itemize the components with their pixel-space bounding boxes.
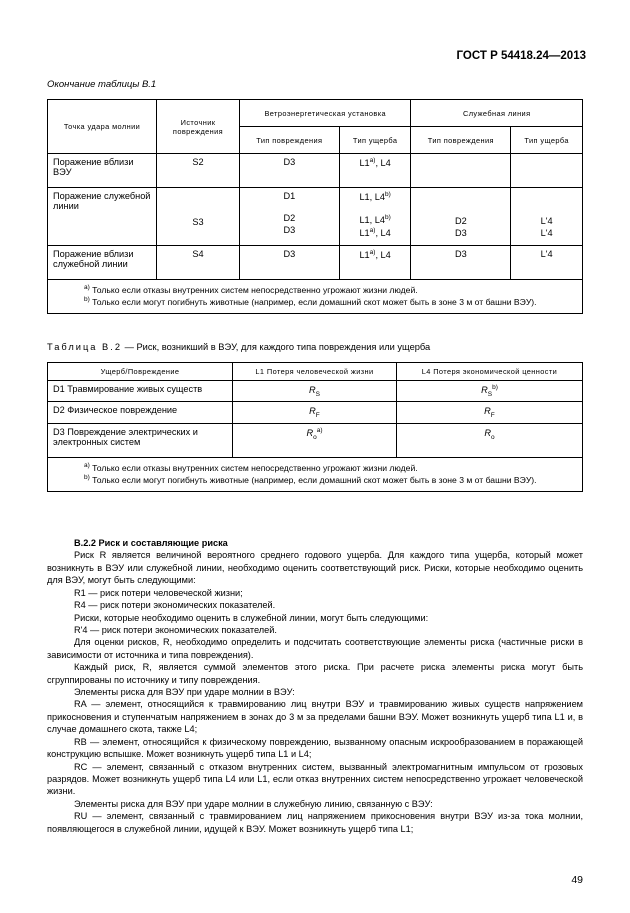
cell-line-loss [511,154,583,188]
cell-risk-l4: $R_F$ [396,402,582,424]
section-title: В.2.2 Риск и составляющие риска [74,538,228,548]
cell-line-damage [411,154,511,188]
paragraph: Риски, которые необходимо оценить в служебной линии, могут быть следующими: [74,612,429,623]
footnote-a: $^{a)}$ Только если отказы внутренних систем непосредственно угрожают жизни людей. [84,284,418,295]
group-wind-turbine: Ветроэнергетическая установка [240,100,411,127]
cell-damage: D3 [240,154,340,188]
cell-point: Поражение вблизи ВЭУ [48,154,157,188]
paragraph: Элементы риска для ВЭУ при ударе молнии в ВЭУ: [74,687,295,698]
sub-damage-type: Тип повреждения [411,127,511,154]
paragraph: RA — элемент, относящийся к травмированию лиц внутри ВЭУ и травмированию живых существ напряжением прикосновения и ступенчатым напряжением в зонах до 3 м за пределами башни ВЭУ. Может возникнуть ущерб типа L1 и, в случае домашнего скота, также L4; [47,699,583,735]
cell-line-damage: D3 [411,246,511,280]
cell-damage: D3 [240,246,340,280]
paragraph: RC — элемент, связанный с отказом внутренних систем, вызванный электромагнитным импульсом от грозовых разрядов. Может возникнуть ущерб типа L4 или L1, если отказ внутренних систем непосредственно угрожает человеческой жизни. [47,761,583,797]
col-strike-point: Точка удара молнии [48,100,157,154]
cell-source: S2 [157,154,240,188]
cell-risk-l1: $R_F$ [233,402,397,424]
table-row [48,188,583,246]
page-number: 49 [571,874,583,886]
paragraph: RU — элемент, связанный с травмированием лиц напряжением прикосновения внутри ВЭУ из-за тока молнии, появляющегося в служебной линии, идущей к ВЭУ. Может возникнуть ущерб типа L1; [47,811,583,834]
table-b2-caption: Таблица В.2 — Риск, возникший в ВЭУ, для каждого типа повреждения или ущерба [47,342,431,352]
cell-damage: D1 D2 D3 [240,188,340,246]
cell-loss: L1, L4$^{b)}$ L1, L4$^{b)}$ L1$^{a)}$, L4 [339,188,411,246]
cell-line-damage: D2 D3 [411,188,511,246]
paragraph: Для оценки рисков, R, необходимо определить и подсчитать соответствующие элементы риска (частичные риски в зависимости от источника и типа повреждения). [47,637,583,660]
paragraph: Элементы риска для ВЭУ при ударе молнии в служебную линию, связанную с ВЭУ: [74,798,433,809]
table-row [48,381,583,402]
cell-loss: L1$^{a)}$, L4 [339,246,411,280]
cell-risk-l1: $R_S$ [233,381,397,402]
paragraph: RB — элемент, относящийся к физическому повреждению, вызванному опасным искрообразованием в поражающей конструкцию вспышке. Может возникнуть ущерб типа L1 и L4; [47,736,583,760]
cell-point: Поражение вблизи служебной линии [48,246,157,280]
table-b2 [47,362,583,492]
table-row [48,246,583,280]
footnote-b: $^{b)}$ Только если могут погибнуть животные (например, если домашний скот может быть в зоне 3 м от башни ВЭУ). [84,296,537,308]
sub-damage-type: Тип повреждения [240,127,340,154]
col-l1: L1 Потеря человеческой жизни [233,363,397,381]
table-continuation-label: Окончание таблицы В.1 [47,79,157,90]
cell-label: D1 Травмирование живых существ [48,381,233,402]
paragraph: R4 — риск потери экономических показателей. [74,600,276,611]
table-b1 [47,99,583,314]
table-row [48,402,583,424]
cell-source: S4 [157,246,240,280]
cell-risk-l1: $R_o^{a)}$ [233,424,397,458]
cell-point: Поражение служебной линии [48,188,157,246]
sub-loss-type: Тип ущерба [511,127,583,154]
document-header: ГОСТ Р 54418.24—2013 [456,50,586,62]
cell-source: S3 [157,188,240,246]
paragraph: Риск R является величиной вероятного среднего годового ущерба. Для каждого типа ущерба, который может возникнуть в ВЭУ или служебной линии, необходимо оценить соответствующий риск. Риски, которые необходимо оценить для ВЭУ, могут быть следующими: [47,550,583,586]
paragraph: Каждый риск, R, является суммой элементов этого риска. При расчете риска элементы риска могут быть сгруппированы по источнику и типу повреждения. [47,662,583,685]
col-damage: Ущерб/Повреждение [48,363,233,381]
cell-label: D3 Повреждение электрических и электронных систем [48,424,233,458]
cell-risk-l4: $R_S^{b)}$ [396,381,582,402]
section-b22 [47,537,583,835]
paragraph: R'4 — риск потери экономических показателей. [74,624,277,635]
sub-loss-type: Тип ущерба [339,127,411,154]
table-row [48,424,583,458]
table-footnotes [48,280,583,314]
table-footnotes [48,458,583,492]
cell-risk-l4: $R_o$ [396,424,582,458]
cell-line-loss: L'4 [511,246,583,280]
cell-line-loss: L'4 L'4 [511,188,583,246]
footnote-b: $^{b)}$ Только если могут погибнуть животные (например, если домашний скот может быть в зоне 3 м от башни ВЭУ). [84,474,537,486]
paragraph: R1 — риск потери человеческой жизни; [74,587,243,598]
col-damage-source: Источник повреждения [157,100,240,154]
group-service-line: Служебная линия [411,100,583,127]
cell-loss: L1$^{a)}$, L4 [339,154,411,188]
cell-label: D2 Физическое повреждение [48,402,233,424]
table-row [48,154,583,188]
footnote-a: $^{a)}$ Только если отказы внутренних систем непосредственно угрожают жизни людей. [84,462,418,473]
col-l4: L4 Потеря экономической ценности [396,363,582,381]
